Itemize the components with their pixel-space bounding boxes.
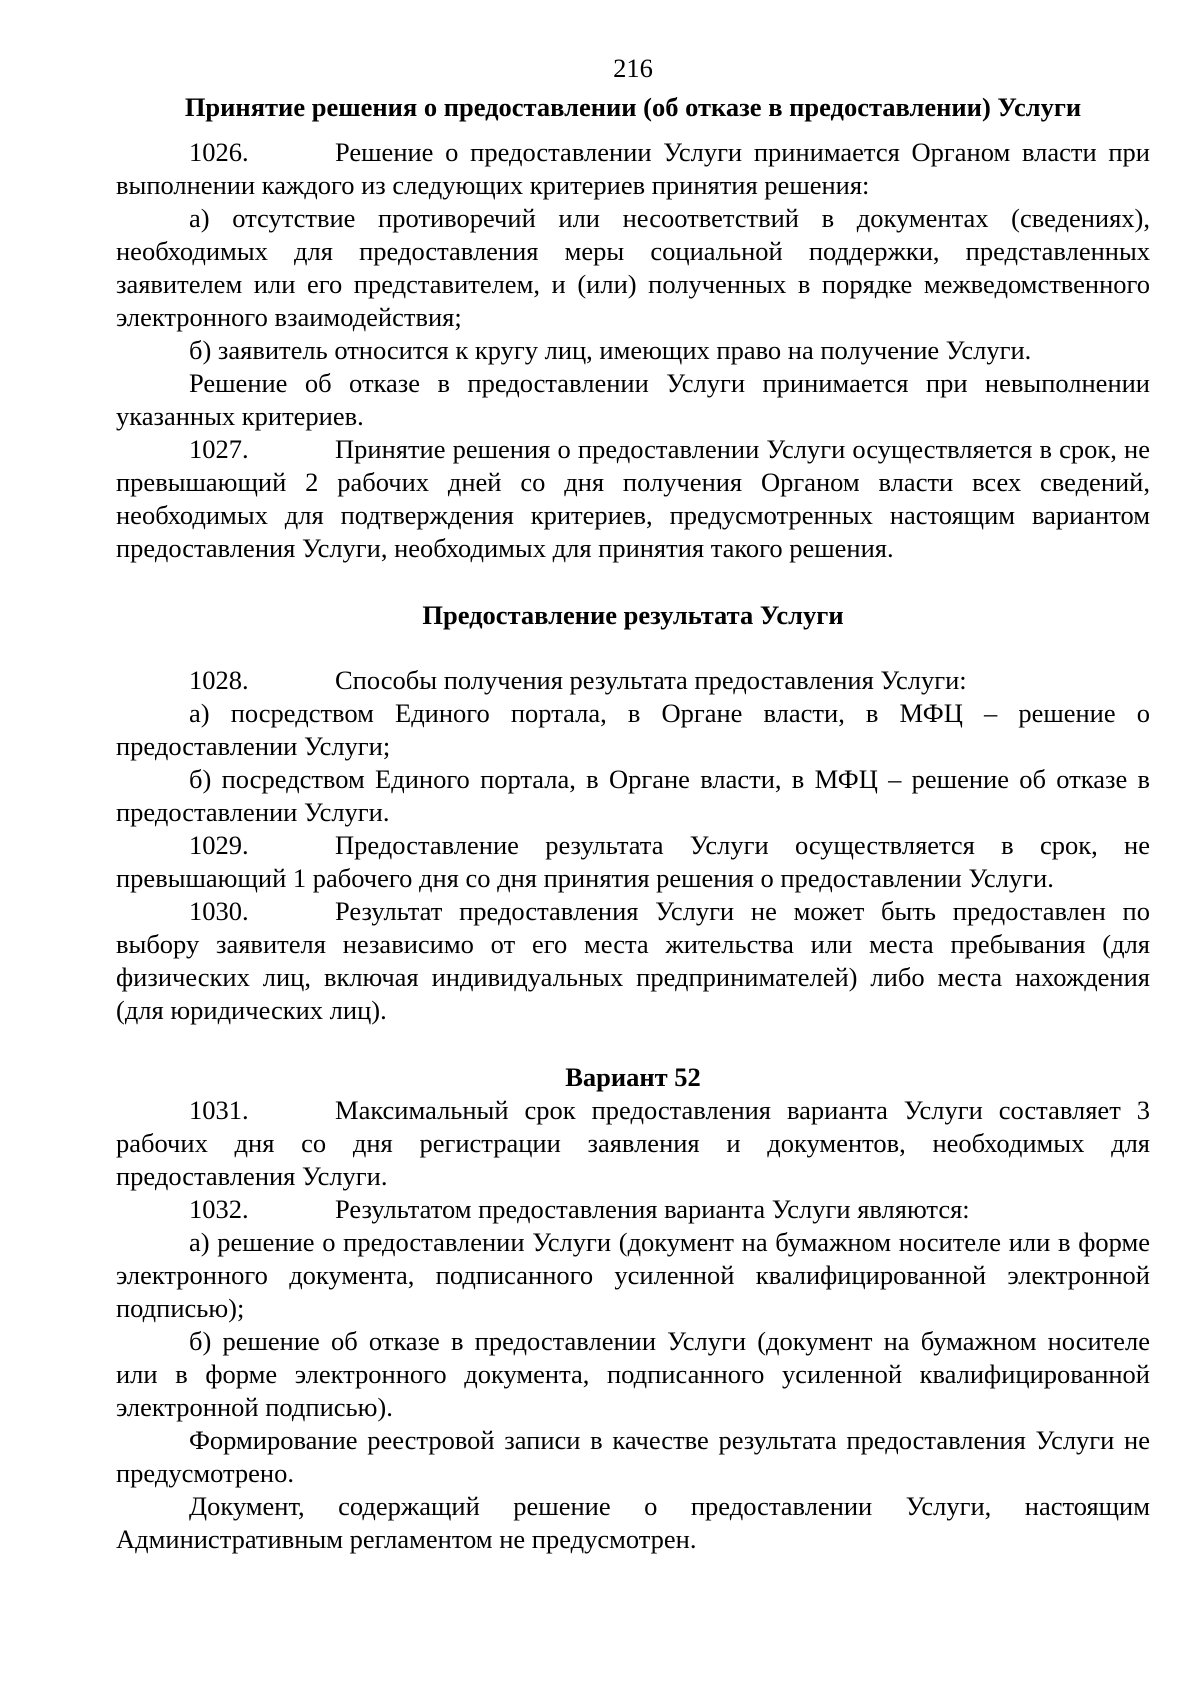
clause-text: Результат предоставления Услуги не может быть предоставлен по выбору заявителя независимо от его места жительства или места пребывания (для физических лиц, включая индивидуальных предпринимателей) либо места нахождения (для юридических лиц). [116, 896, 1150, 1025]
clause-1032 [116, 1193, 1150, 1226]
clause-text: Результатом предоставления варианта Услуги являются: [335, 1194, 970, 1224]
clause-1032-a: а) решение о предоставлении Услуги (документ на бумажном носителе или в форме электронного документа, подписанного усиленной квалифицированной электронной подписью); [116, 1227, 1150, 1323]
clause-1028 [116, 664, 1150, 697]
clause-1026-a: а) отсутствие противоречий или несоответствий в документах (сведениях), необходимых для предоставления меры социальной поддержки, представленных заявителем или его представителем, и (или) полученных в порядке межведомственного электронного взаимодействия; [116, 203, 1150, 332]
section-heading-decision: Принятие решения о предоставлении (об отказе в предоставлении) Услуги [184, 92, 1082, 122]
page-number: 216 [613, 53, 653, 83]
section-heading-result: Предоставление результата Услуги [422, 600, 844, 630]
clause-1031 [116, 1094, 1150, 1193]
clause-number: 1029. [189, 830, 249, 860]
clause-text: Максимальный срок предоставления варианта Услуги составляет 3 рабочих дня со дня регистрации заявления и документов, необходимых для предоставления Услуги. [116, 1095, 1150, 1191]
clause-text: Способы получения результата предоставления Услуги: [335, 665, 967, 695]
clause-1029 [116, 829, 1150, 895]
clause-text: Решение о предоставлении Услуги принимается Органом власти при выполнении каждого из следующих критериев принятия решения: [116, 137, 1150, 200]
clause-1026-b: б) заявитель относится к кругу лиц, имеющих право на получение Услуги. [189, 335, 1032, 365]
clause-1028-a: а) посредством Единого портала, в Органе власти, в МФЦ – решение о предоставлении Услуги; [116, 698, 1150, 761]
clause-1026-refusal: Решение об отказе в предоставлении Услуги принимается при невыполнении указанных критериев. [116, 368, 1150, 431]
clause-number: 1028. [189, 665, 249, 695]
clause-text: Принятие решения о предоставлении Услуги осуществляется в срок, не превышающий 2 рабочих дней со дня получения Органом власти всех сведений, необходимых для подтверждения критериев, предусмотренных настоящим вариантом предоставления Услуги, необходимых для принятия такого решения. [116, 434, 1150, 563]
clause-1032-registry: Формирование реестровой записи в качестве результата предоставления Услуги не предусмотрено. [116, 1425, 1150, 1488]
clause-number: 1032. [189, 1194, 249, 1224]
clause-1027 [116, 433, 1150, 565]
clause-1030 [116, 895, 1150, 1027]
clause-1028-b: б) посредством Единого портала, в Органе власти, в МФЦ – решение об отказе в предоставлении Услуги. [116, 764, 1150, 827]
clause-1026 [116, 136, 1150, 202]
clause-number: 1031. [189, 1095, 249, 1125]
document-page [116, 52, 1150, 1556]
section-heading-variant: Вариант 52 [565, 1062, 701, 1092]
clause-number: 1027. [189, 434, 249, 464]
clause-number: 1026. [189, 137, 249, 167]
clause-number: 1030. [189, 896, 249, 926]
clause-1032-b: б) решение об отказе в предоставлении Услуги (документ на бумажном носителе или в форме электронного документа, подписанного усиленной квалифицированной электронной подписью). [116, 1326, 1150, 1422]
clause-text: Предоставление результата Услуги осуществляется в срок, не превышающий 1 рабочего дня со дня принятия решения о предоставлении Услуги. [116, 830, 1150, 893]
clause-1032-document: Документ, содержащий решение о предоставлении Услуги, настоящим Административным регламентом не предусмотрен. [116, 1491, 1150, 1554]
